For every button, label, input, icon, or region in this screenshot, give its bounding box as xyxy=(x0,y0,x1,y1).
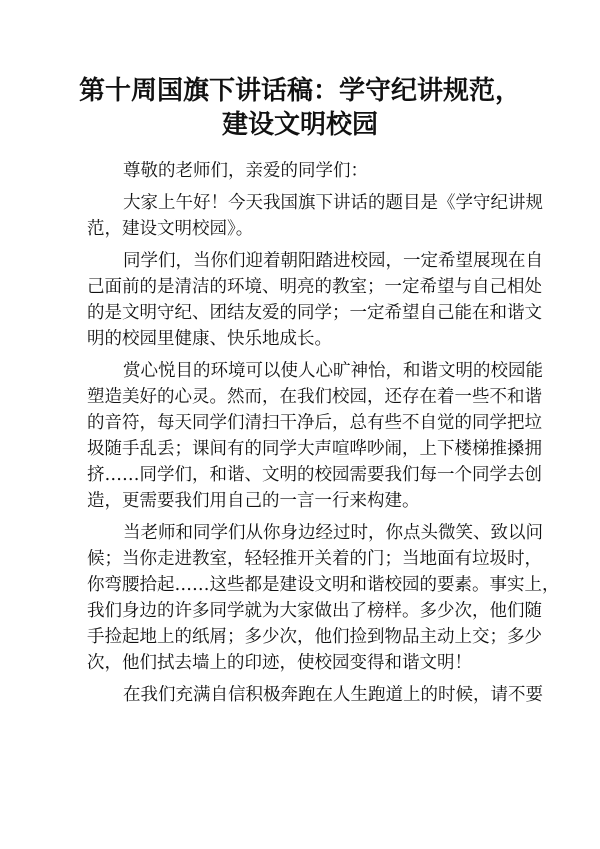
text-line: 你弯腰拾起……这些都是建设文明和谐校园的要素。事实上， xyxy=(87,575,560,595)
text-line: 塑造美好的心灵。然而，在我们校园，还存在着一些不和谐 xyxy=(87,387,542,407)
text-line: 候；当你走进教室，轻轻推开关着的门；当地面有垃圾时， xyxy=(87,549,542,569)
text-line: 范，建设文明校园》。 xyxy=(87,219,254,239)
text-line: 次，他们拭去墙上的印迹，使校园变得和谐文明！ xyxy=(87,653,472,673)
text-line: 的是文明守纪、团结友爱的同学；一定希望自己能在和谐文 xyxy=(87,303,542,323)
text-line: 己面前的是清洁的环境、明亮的教室；一定希望与自己相处 xyxy=(87,277,542,297)
text-line: 圾随手乱丢；课间有的同学大声喧哗吵闹，上下楼梯推搡拥 xyxy=(87,439,542,459)
document-title-line-1: 第十周国旗下讲话稿：学守纪讲规范， xyxy=(78,76,521,106)
text-line: 的音符，每天同学们清扫干净后，总有些不自觉的同学把垃 xyxy=(87,413,542,433)
text-line: 挤……同学们，和谐、文明的校园需要我们每一个同学去创 xyxy=(87,465,542,485)
text-line: 造，更需要我们用自己的一言一行来构建。 xyxy=(87,491,420,511)
text-line: 当老师和同学们从你身边经过时，你点头微笑、致以问 xyxy=(123,523,543,543)
text-line: 赏心悦目的环境可以使人心旷神怡，和谐文明的校园能 xyxy=(123,361,543,381)
text-line-salutation: 尊敬的老师们，亲爱的同学们： xyxy=(123,161,368,181)
text-line: 大家上午好！今天我国旗下讲话的题目是《学守纪讲规 xyxy=(123,193,543,213)
text-line: 明的校园里健康、快乐地成长。 xyxy=(87,329,332,349)
text-line: 同学们，当你们迎着朝阳踏进校园，一定希望展现在自 xyxy=(123,251,543,271)
text-line: 在我们充满自信积极奔跑在人生跑道上的时候，请不要 xyxy=(123,685,543,705)
text-line: 手捡起地上的纸屑；多少次，他们捡到物品主动上交；多少 xyxy=(87,627,542,647)
text-line: 我们身边的许多同学就为大家做出了榜样。多少次，他们随 xyxy=(87,601,542,621)
document-title-line-2: 建设文明校园 xyxy=(221,110,378,140)
